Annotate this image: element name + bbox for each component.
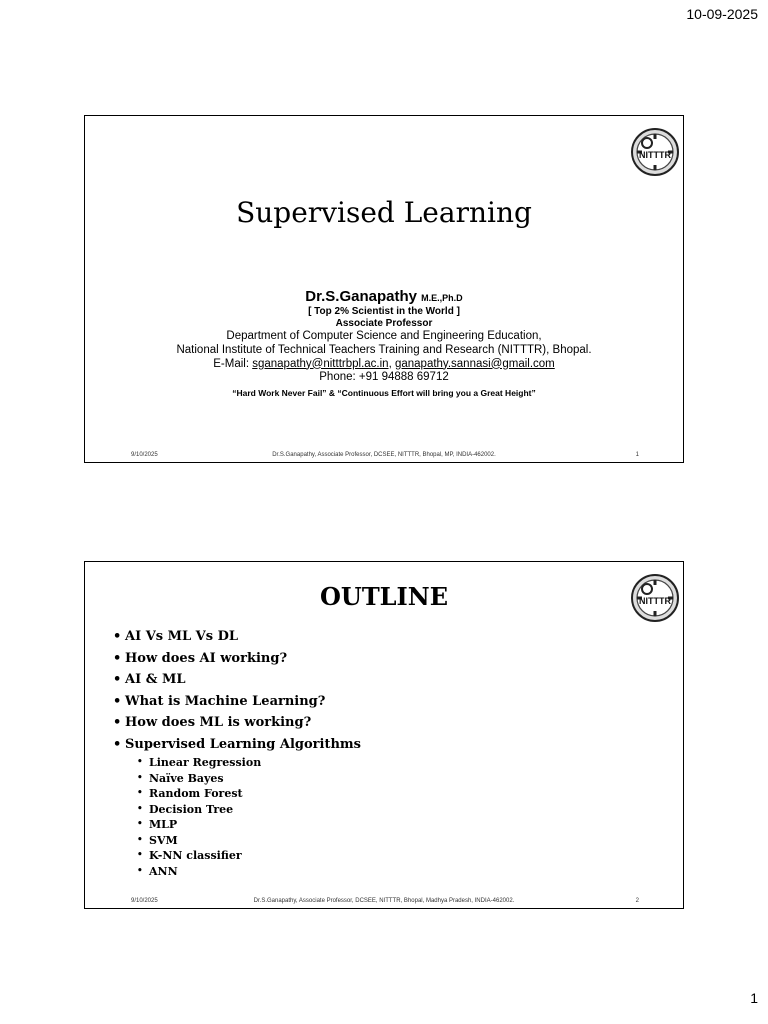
footer-slide-number: 1 bbox=[635, 452, 639, 458]
list-item: • AI & ML bbox=[113, 669, 361, 691]
sublist-item: • ANN bbox=[137, 864, 361, 880]
email-link-1[interactable]: sganapathy@nitttrbpl.ac.in bbox=[252, 357, 389, 370]
list-item: • How does AI working? bbox=[113, 648, 361, 670]
author-block bbox=[85, 288, 683, 398]
nitttr-logo-icon bbox=[631, 128, 679, 176]
list-item: • How does ML is working? bbox=[113, 712, 361, 734]
sublist-item: • MLP bbox=[137, 817, 361, 833]
outline-title: OUTLINE bbox=[319, 582, 449, 611]
footer-slide-number: 2 bbox=[635, 898, 639, 904]
slide-outline bbox=[84, 561, 684, 909]
email-line bbox=[85, 358, 683, 372]
slide-title-text: Supervised Learning bbox=[236, 196, 532, 229]
author-designation: Associate Professor bbox=[335, 318, 433, 329]
quote: “Hard Work Never Fail” & “Continuous Effort will bring you a Great Height” bbox=[232, 388, 536, 399]
sublist-item: • Random Forest bbox=[137, 786, 361, 802]
department: Department of Computer Science and Engineering Education, bbox=[226, 330, 542, 342]
svg-text:NITTTR: NITTTR bbox=[639, 596, 671, 606]
list-item: • What is Machine Learning? bbox=[113, 691, 361, 713]
page-date: 10-09-2025 bbox=[686, 6, 758, 22]
author-name bbox=[85, 288, 683, 306]
footer-date: 9/10/2025 bbox=[131, 452, 158, 458]
footer-date: 9/10/2025 bbox=[131, 898, 158, 904]
sublist-item: • SVM bbox=[137, 833, 361, 849]
list-item-group bbox=[113, 734, 361, 880]
list-item: • AI Vs ML Vs DL bbox=[113, 626, 361, 648]
email-separator: , bbox=[388, 357, 392, 370]
sublist-item: • Naïve Bayes bbox=[137, 771, 361, 787]
page-number: 1 bbox=[750, 990, 758, 1006]
sublist-item: • Decision Tree bbox=[137, 802, 361, 818]
institute: National Institute of Technical Teachers Training and Research (NITTTR), Bhopal. bbox=[176, 343, 592, 356]
footer-text: Dr.S.Ganapathy, Associate Professor, DCSEE, NITTTR, Bhopal, MP, INDIA-462002. bbox=[272, 452, 496, 458]
email-label: E-Mail: bbox=[213, 357, 250, 370]
sublist-item: • Linear Regression bbox=[137, 755, 361, 771]
author-degrees: M.E.,Ph.D bbox=[421, 293, 463, 303]
list-item: Supervised Learning Algorithms bbox=[125, 736, 361, 752]
author-honor: [ Top 2% Scientist in the World ] bbox=[308, 306, 460, 317]
algorithm-sublist bbox=[125, 755, 361, 879]
svg-text:NITTTR: NITTTR bbox=[639, 150, 671, 160]
footer-text: Dr.S.Ganapathy, Associate Professor, DCSEE, NITTTR, Bhopal, Madhya Pradesh, INDIA-462002. bbox=[253, 898, 515, 904]
outline-list bbox=[113, 626, 361, 879]
phone: Phone: +91 94888 69712 bbox=[319, 371, 449, 384]
author-name-text: Dr.S.Ganapathy bbox=[305, 288, 417, 305]
sublist-item: • K-NN classifier bbox=[137, 848, 361, 864]
slide-title bbox=[84, 115, 684, 463]
email-link-2[interactable]: ganapathy.sannasi@gmail.com bbox=[394, 357, 555, 370]
